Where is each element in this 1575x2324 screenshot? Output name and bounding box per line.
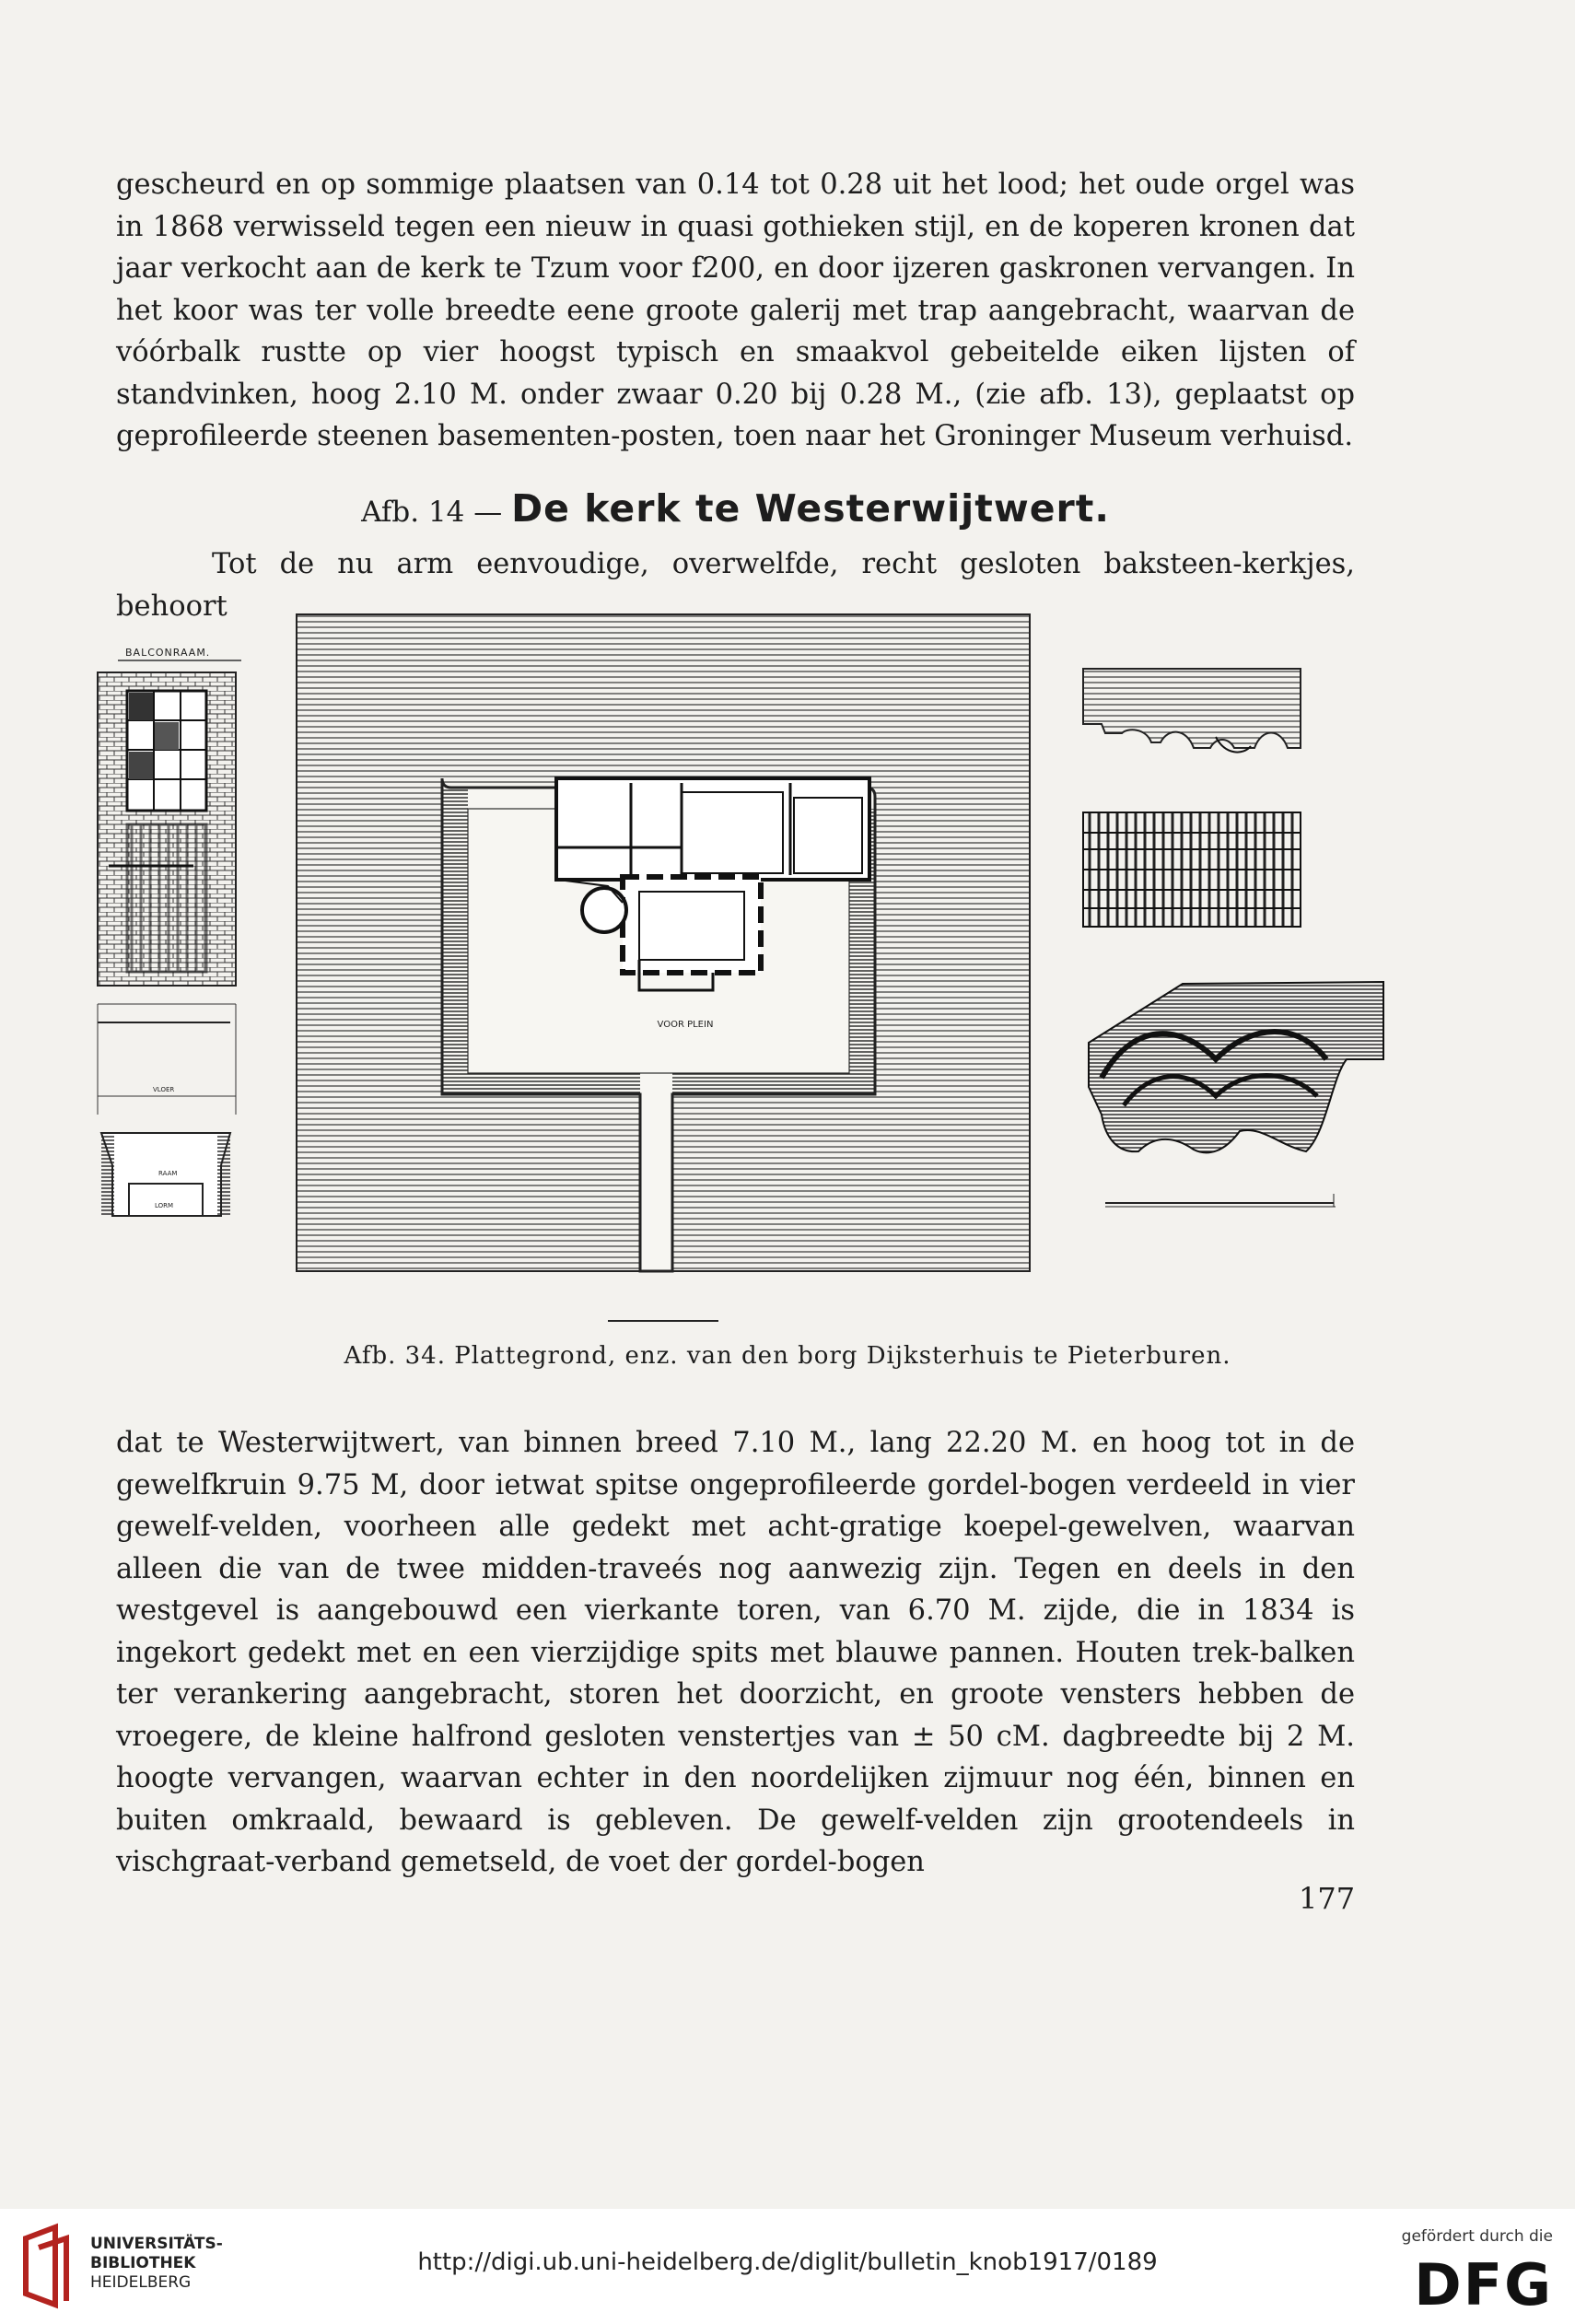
- label-vloer: VLOER: [153, 1086, 175, 1093]
- label-lorm: LORM: [155, 1202, 174, 1209]
- site-plan-drawing: [297, 614, 1030, 1271]
- heading-title: De kerk te Westerwijtwert.: [511, 486, 1110, 531]
- ornament-drawings: [1083, 669, 1383, 1207]
- body-paragraph-top: gescheurd en op sommige plaatsen van 0.14 tot 0.28 uit het lood; het oude orgel was in 1868 verwisseld tegen een nieuw in quasi gothieken stijl, en de koperen kronen dat jaar verkocht aan de kerk te Tzum voor f200, en door ijzeren gaskronen vervangen. In het koor was ter volle breedte eene groote galerij met trap aangebracht, waarvan de vóórbalk rustte op vier hoogst typisch en smaakvol gebeitelde eiken lijsten of standvinken, hoog 2.10 M. onder zwaar 0.20 bij 0.28 M., (zie afb. 13), geplaatst op geprofileerde steenen basementen-posten, toen naar het Groninger Museum verhuisd.: [116, 169, 1355, 452]
- source-url-link[interactable]: http://digi.ub.uni-heidelberg.de/diglit/bulletin_knob1917/0189: [417, 2248, 1158, 2276]
- label-balconraam: BALCONRAAM.: [125, 647, 211, 659]
- heading-prefix: Afb. 14 —: [361, 496, 503, 529]
- page-number: 177: [1299, 1881, 1356, 1916]
- figure-caption: Afb. 34. Plattegrond, enz. van den borg Dijksterhuis te Pieterburen.: [344, 1342, 1231, 1370]
- sponsor-label: gefördert durch die: [1401, 2227, 1553, 2246]
- body-paragraph-intro: Tot de nu arm eenvoudige, overwelfde, recht gesloten baksteen-kerkjes, behoort: [116, 548, 1355, 623]
- dfg-logo: DFG: [1414, 2251, 1553, 2318]
- library-name: UNIVERSITÄTS- BIBLIOTHEK HEIDELBERG: [90, 2235, 223, 2292]
- body-paragraph-bottom: dat te Westerwijtwert, van binnen breed 7.10 M., lang 22.20 M. en hoog tot in de gewelfkruin 9.75 M, door ietwat spitse ongeprofileerde gordel-bogen verdeeld in vier gewelf-velden, voorheen alle gedekt met acht-gratige koepel-gewelven, waarvan alleen die van de twee midden-traveés nog aanwezig zijn. Tegen en deels in den westgevel is aangebouwd een vierkante toren, van 6.70 M. zijde, die in 1834 is ingekort gedekt met en een vierzijdige spits met blauwe pannen. Houten trek-balken ter verankering aangebracht, storen het doorzicht, en groote vensters hebben de vroegere, de kleine halfrond gesloten venstertjes van ± 50 cM. dagbreedte bij 2 M. hoogte vervangen, waarvan echter in den noordelijken zijmuur nog één, binnen en buiten omkraald, bewaard is gebleven. De gewelf-velden zijn grootendeels in vischgraat-verband gemetseld, de voet der gordel-bogen: [116, 1427, 1355, 1878]
- label-raam: RAAM: [158, 1170, 178, 1177]
- balcony-window-drawing: [98, 660, 241, 1216]
- plan-label-voor-plein: VOOR PLEIN: [657, 1020, 714, 1030]
- footer-bar: [0, 2209, 1575, 2324]
